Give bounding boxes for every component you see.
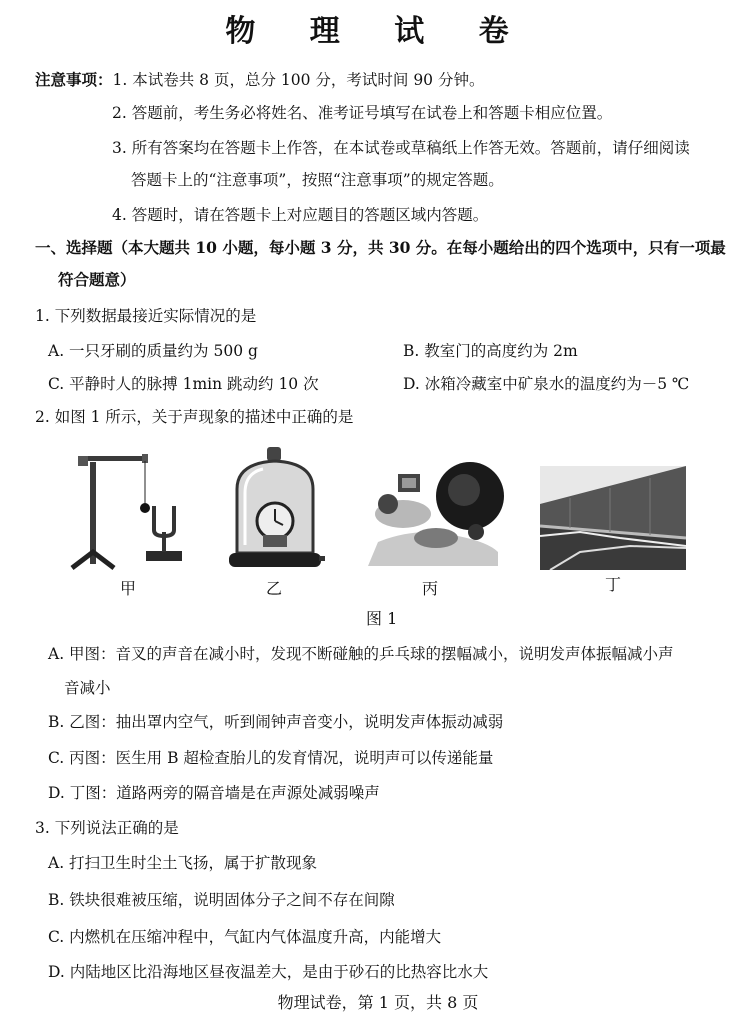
- page-title: 物 理 试 卷: [225, 14, 531, 49]
- figure-label-jia: 甲: [120, 579, 137, 598]
- q3-option-a: A. 打扫卫生时尘土飞扬，属于扩散现象: [48, 854, 318, 872]
- q2-option-c: C. 丙图：医生用 B 超检查胎儿的发育情况，说明声可以传递能量: [48, 749, 494, 767]
- q2-option-d: D. 丁图：道路两旁的隔音墙是在声源处减弱噪声: [48, 784, 380, 802]
- notes-item-2: 2. 答题前，考生务必将姓名、准考证号填写在试卷上和答题卡相应位置。: [112, 104, 613, 122]
- figure-label-yi: 乙: [266, 579, 283, 598]
- q1-option-b: B. 教室门的高度约为 2m: [403, 342, 578, 360]
- page-footer: 物理试卷，第 1 页，共 8 页: [277, 993, 479, 1012]
- figure-jia-tuning-fork: [68, 448, 188, 573]
- q1-option-c: C. 平静时人的脉搏 1min 跳动约 10 次: [48, 375, 319, 393]
- q1-option-d: D. 冰箱冷藏室中矿泉水的温度约为－5 ℃: [403, 375, 690, 393]
- figure-yi-bell-jar: [225, 443, 325, 573]
- q3-option-d: D. 内陆地区比沿海地区昼夜温差大，是由于砂石的比热容比水大: [48, 963, 489, 981]
- notes-item-3-cont: 答题卡上的“注意事项”，按照“注意事项”的规定答题。: [131, 171, 504, 189]
- q3-stem: 3. 下列说法正确的是: [35, 819, 179, 837]
- notes-row-1: [35, 70, 484, 90]
- figure-ding-sound-barrier: [540, 466, 686, 570]
- notes-item-4: 4. 答题时，请在答题卡上对应题目的答题区域内答题。: [112, 206, 489, 224]
- q2-option-a: A. 甲图：音叉的声音在减小时，发现不断碰触的乒乓球的摆幅减小，说明发声体振幅减小声: [48, 645, 674, 663]
- notes-label: 注意事项：: [35, 70, 113, 89]
- section-heading: 一、选择题（本大题共 10 小题，每小题 3 分，共 30 分。在每小题给出的四个选项中，只有一项最: [35, 238, 726, 257]
- figure-label-ding: 丁: [605, 575, 622, 594]
- q2-option-b: B. 乙图：抽出罩内空气，听到闹钟声音变小，说明发声体振动减弱: [48, 713, 504, 731]
- notes-item-1: 1. 本试卷共 8 页，总分 100 分，考试时间 90 分钟。: [112, 71, 485, 89]
- q2-stem: 2. 如图 1 所示，关于声现象的描述中正确的是: [35, 408, 354, 426]
- q3-option-c: C. 内燃机在压缩冲程中，气缸内气体温度升高，内能增大: [48, 928, 442, 946]
- q3-option-b: B. 铁块很难被压缩，说明固体分子之间不存在间隙: [48, 891, 395, 909]
- q1-option-a: A. 一只牙刷的质量约为 500 g: [48, 342, 258, 360]
- q1-stem: 1. 下列数据最接近实际情况的是: [35, 307, 257, 325]
- figure-bing-ultrasound: [358, 456, 508, 571]
- notes-item-3: 3. 所有答案均在答题卡上作答，在本试卷或草稿纸上作答无效。答题前，请仔细阅读: [112, 139, 690, 157]
- figure-caption: 图 1: [366, 609, 398, 628]
- q2-option-a-cont: 音减小: [64, 679, 111, 697]
- section-heading-cont: 符合题意）: [58, 270, 136, 289]
- figure-label-bing: 丙: [422, 579, 439, 598]
